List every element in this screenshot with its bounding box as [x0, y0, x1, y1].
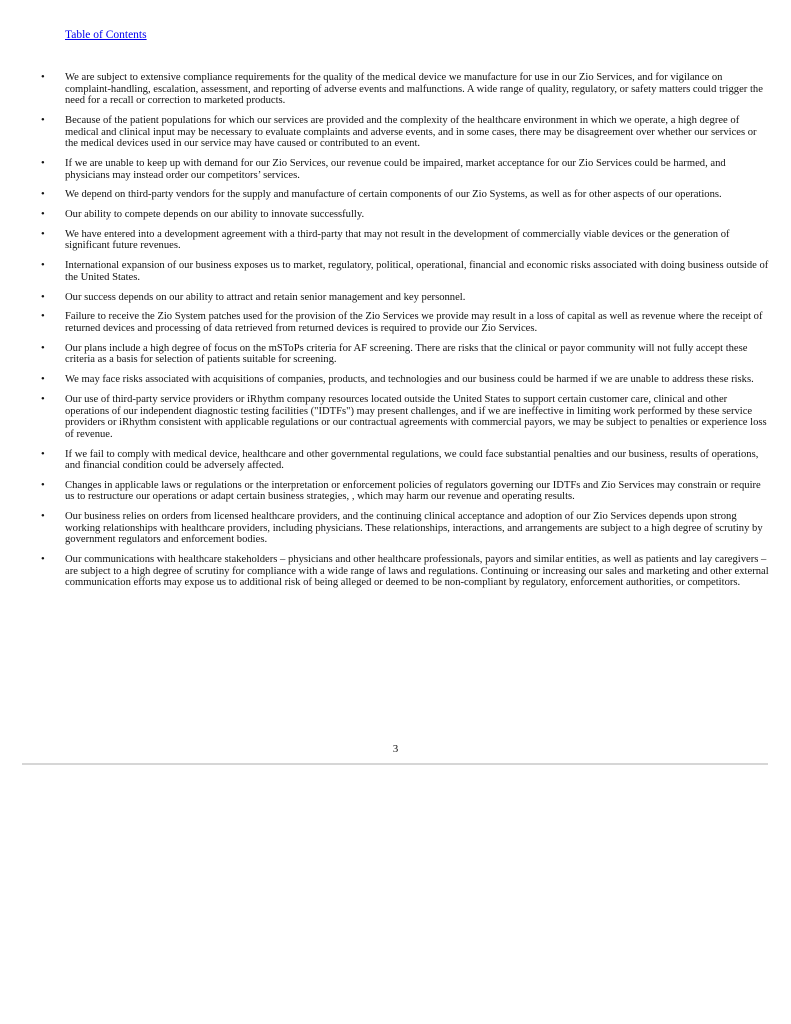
bullet-text: We are subject to extensive compliance requirements for the quality of the medical device we manufacture for use in our Zio Services, and for vigilance on complaint-handling, escalation, assessment, and reporting of adverse events and malfunctions. A wide range of quality, regulatory, or safety matters could trigger the need for a recall or correction to marketed products. — [65, 72, 763, 107]
bullet-item — [0, 311, 791, 334]
bullet-item — [0, 292, 791, 304]
bullet-item — [0, 480, 791, 503]
bullet-text: Our ability to compete depends on our ability to innovate successfully. — [65, 209, 365, 221]
bullet-marker: • — [41, 393, 45, 405]
bullet-item — [0, 260, 791, 283]
bullet-item — [0, 511, 791, 546]
bullet-marker: • — [41, 291, 45, 303]
bullet-text: International expansion of our business exposes us to market, regulatory, political, operational, financial and economic risks associated with doing business outside of the United States. — [65, 260, 769, 283]
bullet-item — [0, 189, 791, 201]
bullet-marker: • — [41, 228, 45, 240]
risk-factor-bullet-list — [0, 72, 791, 597]
table-of-contents-link[interactable]: Table of Contents — [65, 29, 147, 41]
bullet-marker: • — [41, 342, 45, 354]
bullet-item — [0, 554, 791, 589]
bullet-marker: • — [41, 189, 45, 201]
bullet-marker: • — [41, 72, 45, 83]
bullet-text: Our plans include a high degree of focus on the mSToPs criteria for AF screening. There are risks that the clinical or payor community will not fully accept these criteria as a basis for selection of patients suitable for screening. — [65, 342, 748, 366]
bullet-item — [0, 158, 791, 181]
bullet-marker: • — [41, 260, 45, 272]
bullet-text: Our use of third-party service providers or iRhythm company resources located outside the United States to support certain customer care, clinical and other operations of our independent diagnostic testing facilities ("IDTFs") may present challenges, and if we are ineffective in limiting work performed by these service providers or iRhythm consistent with applicable regulations or our contractual agreements with commercial payors, we may be subject to penalties or experience loss of revenue. — [65, 393, 767, 440]
page-number: 3 — [392, 743, 399, 755]
bullet-marker: • — [41, 554, 45, 566]
bullet-item — [0, 115, 791, 150]
bullet-text: Our communications with healthcare stakeholders – physicians and other healthcare professionals, payors and similar entities, as well as patients and lay caregivers – are subject to a high degree of scrutiny for compliance with a wide range of laws and regulations. Continuing or increasing our sales and marketing and other external communication efforts may expose us to additional risk of being alleged or deemed to be non-compliant by regulatory, enforcement authorities, or competitors. — [65, 554, 769, 589]
bullet-item — [0, 209, 791, 221]
bullet-marker: • — [41, 209, 45, 221]
bullet-text: Because of the patient populations for which our services are provided and the complexity of the healthcare environment in which we operate, a high degree of medical and clinical input may be necessary to evaluate complaints and adverse events, and in some cases, there may be disagreement over whether our services or the medical devices used in our service may have caused or contributed to an event. — [65, 114, 757, 150]
bullet-text: Our success depends on our ability to attract and retain senior management and key personnel. — [65, 291, 466, 303]
bullet-item — [0, 229, 791, 252]
bullet-marker: • — [41, 479, 45, 491]
page-divider — [22, 763, 768, 765]
bullet-item — [0, 394, 791, 440]
bullet-marker: • — [41, 114, 45, 126]
bullet-item — [0, 449, 791, 472]
bullet-marker: • — [41, 511, 45, 523]
bullet-marker: • — [41, 448, 45, 460]
bullet-text: If we are unable to keep up with demand for our Zio Services, our revenue could be impaired, market acceptance for our Zio Services could be harmed, and physicians may instead order our competitors’ services. — [65, 157, 726, 181]
bullet-marker: • — [41, 157, 45, 169]
bullet-text: Changes in applicable laws or regulations or the interpretation or enforcement policies of regulators governing our IDTFs and Zio Services may constrain or require us to restructure our operations or adapt certain business strategies, , which may harm our revenue and operating results. — [65, 479, 761, 503]
bullet-text: Our business relies on orders from licensed healthcare providers, and the continuing clinical acceptance and adoption of our Zio Services depends upon strong working relationships with healthcare providers, including physicians. These relationships, interactions, and arrangements are subject to a high degree of scrutiny by government regulators and enforcement bodies. — [65, 511, 763, 546]
bullet-item — [0, 343, 791, 366]
bullet-text: We depend on third-party vendors for the supply and manufacture of certain components of our Zio Systems, as well as for other aspects of our operations. — [65, 189, 722, 201]
bullet-marker: • — [41, 311, 45, 323]
bullet-text: Failure to receive the Zio System patches used for the provision of the Zio Services we provide may result in a loss of capital as well as revenue where the receipt of returned devices and processing of data retrieved from returned devices is required to provide our Zio Services. — [65, 311, 763, 334]
bullet-marker: • — [41, 374, 45, 386]
bullet-text: If we fail to comply with medical device, healthcare and other governmental regulations, we could face substantial penalties and our business, results of operations, and financial condition could be adversely affected. — [65, 448, 759, 472]
bullet-item — [0, 374, 791, 386]
bullet-item — [0, 72, 791, 107]
bullet-text: We have entered into a development agreement with a third-party that may not result in the development of commercially viable devices or the generation of significant future revenues. — [65, 228, 730, 252]
bullet-text: We may face risks associated with acquisitions of companies, products, and technologies and our business could be harmed if we are unable to address these risks. — [65, 374, 754, 386]
